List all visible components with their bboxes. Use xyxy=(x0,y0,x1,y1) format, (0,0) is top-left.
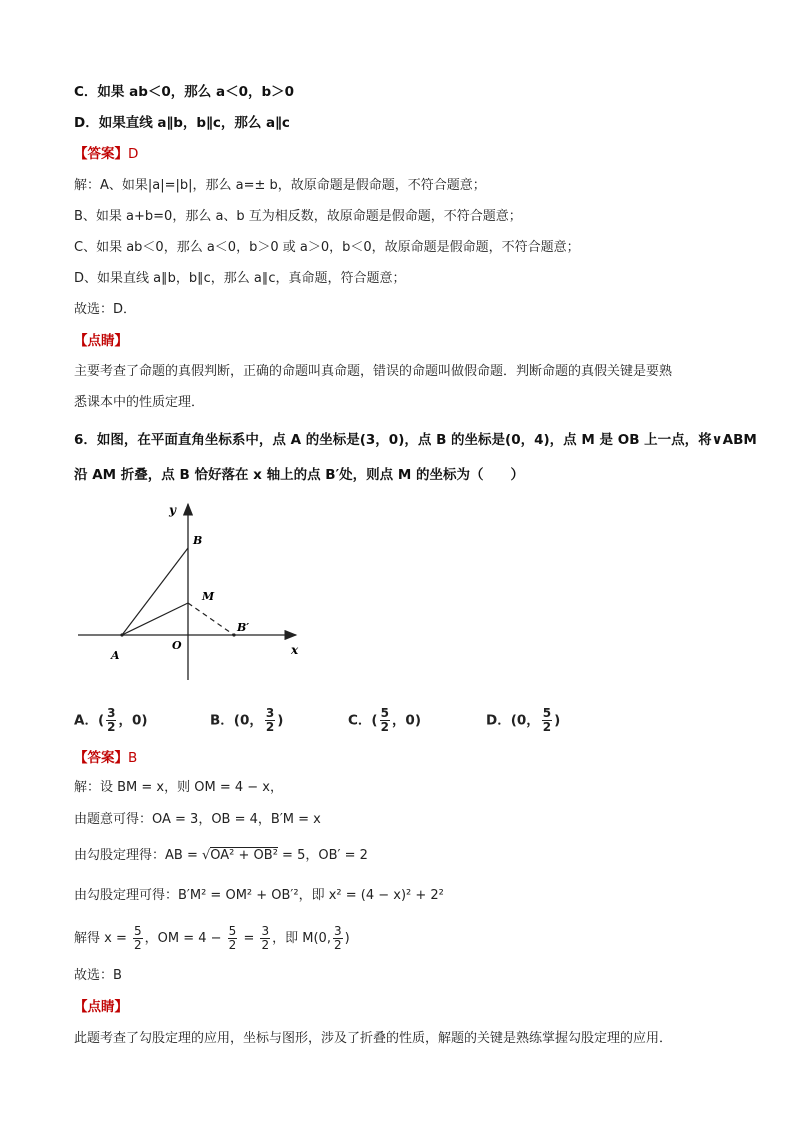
q5-solution-line-2: B、如果 a+b=0，那么 a、b 互为相反数，故原命题是假命题，不符合题意； xyxy=(74,209,522,224)
label-a: A xyxy=(111,649,120,662)
q5-solution-line-4: D、如果直线 a∥b，b∥c，那么 a∥c，真命题，符合题意； xyxy=(74,271,406,286)
q6-stem-line-1: 6．如图，在平面直角坐标系中，点 A 的坐标是(3，0)，点 B 的坐标是(0，4)，点 M 是 OB 上一点，将∨ABM xyxy=(74,432,757,448)
answer-value: B xyxy=(128,750,138,766)
q5-answer xyxy=(74,144,138,164)
fraction-numerator: 3 xyxy=(333,924,342,938)
label-b: B xyxy=(193,534,203,547)
answer-value: D xyxy=(128,146,139,162)
solve-prefix: 解得 x = xyxy=(74,931,131,946)
q5-comment-label: 【点睛】 xyxy=(74,333,128,349)
fraction-numerator: 5 xyxy=(380,706,389,720)
label-x: x xyxy=(291,643,299,657)
segment-ab xyxy=(122,548,188,635)
q6-solution-line-1: 解：设 BM = x，则 OM = 4 − x， xyxy=(74,780,283,795)
option-d-fraction xyxy=(542,707,552,734)
fraction-denominator: 2 xyxy=(380,720,389,734)
option-a-prefix: A．( xyxy=(74,712,105,729)
option-a-suffix: ，0) xyxy=(118,712,148,729)
label-y: y xyxy=(169,503,176,517)
fraction-denominator: 2 xyxy=(107,720,116,734)
fraction-denominator: 2 xyxy=(133,938,142,952)
fraction-numerator: 5 xyxy=(228,924,237,938)
fraction-numerator: 5 xyxy=(133,924,142,938)
option-d-prefix: D．(0， xyxy=(486,712,540,729)
answer-label: 【答案】 xyxy=(74,146,128,162)
fraction-numerator: 3 xyxy=(107,706,116,720)
q6-solution-line-3 xyxy=(74,846,368,866)
option-b-suffix: ) xyxy=(277,712,284,729)
solve-suffix: ) xyxy=(344,931,350,946)
option-c-suffix: ，0) xyxy=(391,712,422,729)
fraction-denominator: 2 xyxy=(228,938,237,952)
q5-solution-line-3: C、如果 ab＜0，那么 a＜0，b＞0 或 a＞0，b＜0，故原命题是假命题，不符合题意； xyxy=(74,240,580,255)
q6-solution-line-5 xyxy=(74,925,350,952)
fraction-denominator: 2 xyxy=(333,938,342,952)
q6-comment-line-1: 此题考查了勾股定理的应用，坐标与图形，涉及了折叠的性质，解题的关键是熟练掌握勾股定理的应用． xyxy=(74,1031,673,1046)
q6-comment-label: 【点睛】 xyxy=(74,999,128,1015)
q6-stem-line-2: 沿 AM 折叠，点 B 恰好落在 x 轴上的点 B′处，则点 M 的坐标为（ ） xyxy=(74,467,524,483)
point-b-prime xyxy=(232,633,235,636)
option-a-fraction xyxy=(106,707,116,734)
sqrt-suffix: = 5，OB′ = 2 xyxy=(277,848,368,863)
q5-comment-line-2: 悉课本中的性质定理． xyxy=(74,395,205,410)
sqrt-prefix: 由勾股定理得：AB = xyxy=(74,848,202,863)
coordinate-figure xyxy=(74,498,314,688)
label-o: O xyxy=(172,639,182,652)
option-d-suffix: ) xyxy=(554,712,561,729)
q6-solution-line-2: 由题意可得：OA = 3，OB = 4，B′M = x xyxy=(74,812,321,827)
solve-mid-3: ，即 M(0, xyxy=(272,931,331,946)
q6-answer xyxy=(74,748,137,768)
fraction-4 xyxy=(333,925,343,952)
q6-option-c xyxy=(348,707,421,734)
option-c-fraction xyxy=(380,707,390,734)
segment-am xyxy=(122,603,188,635)
label-m: M xyxy=(202,590,215,603)
q5-solution-line-5: 故选：D． xyxy=(74,302,137,317)
fraction-1 xyxy=(133,925,143,952)
fraction-numerator: 5 xyxy=(542,706,552,720)
q6-option-a xyxy=(74,707,148,734)
q5-comment-line-1: 主要考查了命题的真假判断，正确的命题叫真命题，错误的命题叫做假命题．判断命题的真假关键是要熟 xyxy=(74,364,673,379)
option-b-prefix: B．(0， xyxy=(210,712,263,729)
fraction-numerator: 3 xyxy=(265,706,275,720)
sqrt-symbol: √ xyxy=(201,848,211,863)
segment-mb-prime xyxy=(188,603,234,635)
q5-option-d: D．如果直线 a∥b，b∥c，那么 a∥c xyxy=(74,115,290,131)
q6-option-b xyxy=(210,707,283,734)
q6-option-d xyxy=(486,707,560,734)
fraction-denominator: 2 xyxy=(542,720,552,734)
answer-label: 【答案】 xyxy=(74,750,128,766)
fraction-numerator: 3 xyxy=(261,924,270,938)
q5-option-c: C．如果 ab＜0，那么 a＜0，b＞0 xyxy=(74,84,295,100)
option-c-prefix: C．( xyxy=(348,712,378,729)
point-a xyxy=(120,633,123,636)
q5-solution-line-1: 解：A、如果|a|=|b|，那么 a=± b，故原命题是假命题，不符合题意； xyxy=(74,178,486,193)
solve-mid-2: = xyxy=(239,931,259,946)
option-b-fraction xyxy=(265,707,275,734)
solve-mid-1: ，OM = 4 − xyxy=(144,931,226,946)
fraction-denominator: 2 xyxy=(265,720,275,734)
q6-solution-line-6: 故选：B xyxy=(74,968,122,983)
fraction-3 xyxy=(260,925,270,952)
fraction-denominator: 2 xyxy=(261,938,270,952)
q6-solution-line-4: 由勾股定理可得：B′M² = OM² + OB′²，即 x² = (4 − x)² + 2² xyxy=(74,888,444,903)
sqrt-radicand: OA² + OB² xyxy=(210,848,278,863)
label-b-prime: B′ xyxy=(237,621,250,634)
fraction-2 xyxy=(228,925,238,952)
